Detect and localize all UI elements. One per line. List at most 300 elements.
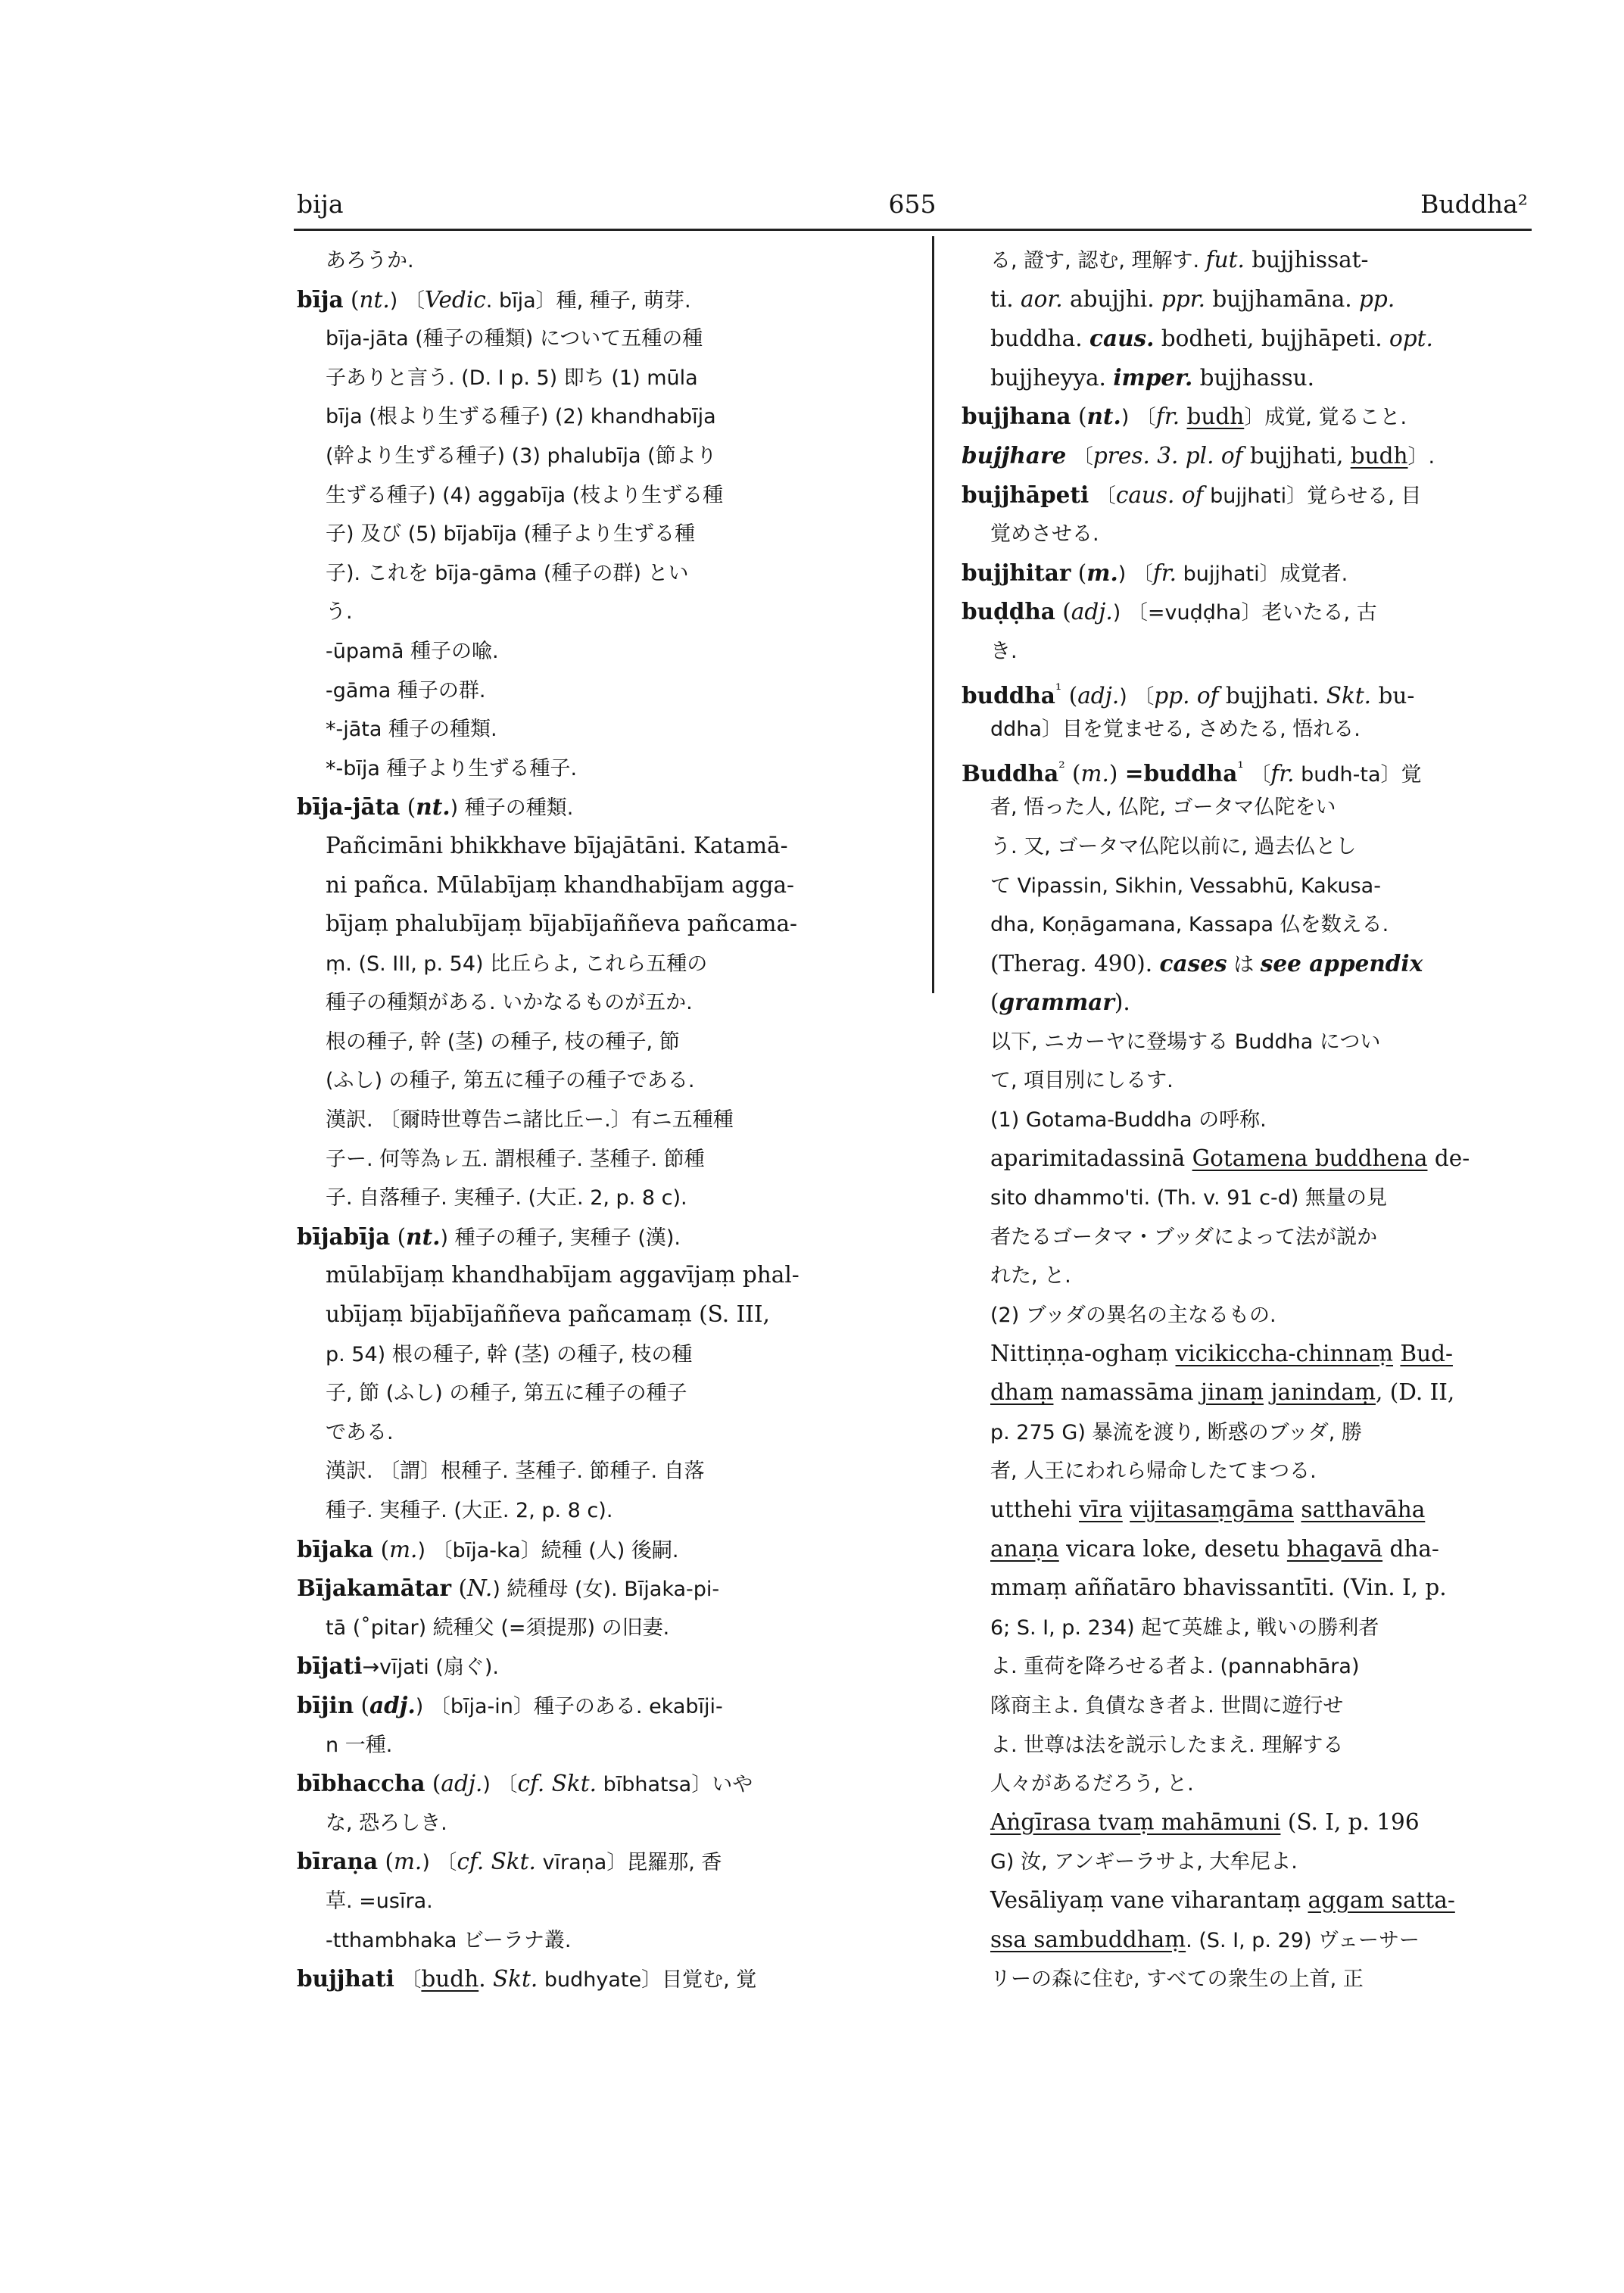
- text-line: [962, 983, 1576, 1022]
- headword: bījabīja: [297, 1223, 391, 1250]
- text-run: pp.: [1359, 285, 1395, 312]
- text-run: ).: [1114, 989, 1130, 1016]
- entry-line: [962, 475, 1576, 515]
- text-run: (S. I, p. 196: [1280, 1809, 1420, 1835]
- text-line: [297, 592, 906, 631]
- text-run: aparimitadassinā: [990, 1145, 1192, 1171]
- text-run: ) 〔: [1117, 562, 1153, 586]
- text-line: [297, 983, 906, 1022]
- text-line: [962, 1881, 1576, 1921]
- text-line: [962, 1764, 1576, 1803]
- text-run: 覚めさせる.: [990, 522, 1099, 547]
- text-run: (: [390, 1223, 407, 1250]
- text-run: G) 汝, アンギーラサよ, 大牟尼よ.: [990, 1850, 1298, 1874]
- text-run: ¹: [1055, 680, 1062, 699]
- text-line: [962, 1373, 1576, 1413]
- text-run: buddha.: [990, 326, 1089, 352]
- text-line: [297, 631, 906, 671]
- text-line: [962, 1803, 1576, 1843]
- text-run: は: [1227, 952, 1261, 977]
- headword: Buddha: [962, 759, 1059, 787]
- entry-line: [962, 436, 1576, 475]
- text-run: Vedic: [424, 286, 486, 313]
- text-run: p. 275 G) 暴流を渡り, 断惑のブッダ, 勝: [990, 1420, 1362, 1444]
- text-run: (: [1055, 599, 1071, 625]
- text-line: [962, 1842, 1576, 1881]
- headword: bījin: [297, 1691, 354, 1718]
- text-run: . (S. I, p. 29) ヴェーサー: [1186, 1928, 1420, 1952]
- text-run: ): [1108, 760, 1125, 787]
- text-run: よ. 世尊は法を説示したまえ. 理解する: [990, 1733, 1344, 1757]
- text-run: budh: [421, 1966, 479, 1992]
- text-run: 〔: [1243, 762, 1271, 787]
- text-run: (2) ブッダの異名の主なるもの.: [990, 1304, 1276, 1328]
- text-run: (: [1064, 760, 1081, 787]
- text-run: bujjhati〕成覚者.: [1177, 562, 1348, 586]
- text-run: 6; S. I, p. 234) 起て英雄よ, 戦いの勝利者: [990, 1615, 1379, 1640]
- text-run: vicara loke, desetu: [1058, 1535, 1287, 1562]
- entry-line: [297, 1764, 906, 1803]
- text-line: [297, 709, 906, 749]
- text-run: き.: [990, 639, 1018, 663]
- text-run: (: [990, 989, 999, 1016]
- text-run: 子ー. 何等為ㇾ五. 謂根種子. 茎種子. 節種: [326, 1147, 705, 1171]
- text-run: Nittiṇṇa-oghaṃ: [990, 1340, 1176, 1366]
- text-run: adj.: [441, 1771, 483, 1797]
- text-run: bujjhati,: [1242, 442, 1351, 469]
- text-run: ṃ. (S. III, p. 54) 比丘らよ, これら五種の: [326, 952, 708, 976]
- text-line: [297, 749, 906, 788]
- text-run: 漢訳. 〔謂〕根種子. 茎種子. 節種子. 自落: [326, 1460, 705, 1484]
- text-run: m.: [389, 1536, 418, 1562]
- text-run: ) 〔: [422, 1851, 457, 1875]
- text-run: bujjhati〕覚らせる, 目: [1203, 484, 1422, 508]
- text-run: て Vipassin, Sikhin, Vessabhū, Kakusa-: [990, 874, 1381, 898]
- text-run: ¹: [1237, 758, 1244, 777]
- text-run: *-jāta 種子の種類.: [326, 718, 497, 742]
- text-run: n 一種.: [326, 1733, 393, 1757]
- text-run: (ふし) の種子, 第五に種子の種子である.: [326, 1069, 695, 1093]
- text-run: pp. of: [1154, 682, 1219, 709]
- entry-line: [297, 1530, 906, 1569]
- text-run: . bīja〕種, 種子, 萌芽.: [485, 288, 691, 313]
- text-run: (: [451, 1575, 467, 1602]
- headword: bujjhāpeti: [962, 481, 1089, 508]
- text-line: [297, 1881, 906, 1921]
- text-run: あろうか.: [326, 249, 414, 273]
- text-run: 〔: [1066, 444, 1093, 469]
- text-line: [962, 905, 1576, 944]
- text-run: ppr.: [1161, 285, 1205, 312]
- text-run: adj.: [1071, 599, 1113, 625]
- text-run: namassāma: [1053, 1379, 1201, 1406]
- headword: bujjhana: [962, 403, 1071, 430]
- text-run: mūlabījaṃ khandhabījam aggavījaṃ phal-: [326, 1262, 800, 1288]
- text-line: [962, 280, 1576, 319]
- entry-line: [297, 1647, 906, 1686]
- text-run: opt.: [1389, 326, 1433, 352]
- text-line: [297, 944, 906, 983]
- text-line: [297, 1022, 906, 1061]
- text-line: [962, 1491, 1576, 1530]
- headword: Bījakamātar: [297, 1575, 452, 1602]
- right-guide-word: Buddha²: [1420, 189, 1528, 219]
- text-run: (: [343, 286, 360, 313]
- text-run: [1393, 1341, 1400, 1366]
- text-run: janindaṃ: [1270, 1379, 1376, 1406]
- text-line: [297, 1921, 906, 1960]
- text-line: [962, 1217, 1576, 1257]
- text-run: bīja (根より生ずる種子) (2) khandhabīja: [326, 405, 716, 429]
- text-run: う. 又, ゴータマ仏陀以前に, 過去仏とし: [990, 834, 1357, 858]
- text-line: [297, 1256, 906, 1295]
- text-run: る, 證す, 認む, 理解す.: [990, 249, 1206, 273]
- text-line: [962, 1061, 1576, 1100]
- text-run: ) 続種母 (女). Bījaka-pi-: [492, 1578, 720, 1602]
- text-line: [962, 1647, 1576, 1686]
- text-run: (: [400, 794, 416, 821]
- text-run: (1) Gotama-Buddha の呼称.: [990, 1108, 1267, 1132]
- text-line: [962, 1022, 1576, 1061]
- text-run: 者たるゴータマ・ブッダによって法が説か: [990, 1225, 1378, 1249]
- text-line: [297, 514, 906, 553]
- text-run: [1123, 1497, 1130, 1522]
- text-line: [962, 1921, 1576, 1960]
- text-run: 者, 人王にわれら帰命したてまつる.: [990, 1460, 1317, 1484]
- text-run: (: [378, 1849, 394, 1875]
- text-line: [962, 241, 1576, 280]
- text-run: リーの森に住む, すべての衆生の上首, 正: [990, 1967, 1364, 1992]
- text-line: [297, 671, 906, 710]
- entry-line: [297, 1569, 906, 1608]
- text-run: 以下, ニカーヤに登場する Buddha につい: [990, 1030, 1381, 1054]
- text-run: pres. 3. pl. of: [1093, 442, 1243, 469]
- text-line: [297, 397, 906, 436]
- text-line: [297, 319, 906, 358]
- entry-line: [962, 671, 1576, 710]
- text-run: 子) 及び (5) bījabīja (種子より生ずる種: [326, 522, 696, 547]
- text-run: nt.: [359, 286, 390, 313]
- text-run: dha, Koṇāgamana, Kassapa 仏を数える.: [990, 913, 1389, 937]
- text-line: [297, 358, 906, 397]
- text-run: Pañcimāni bhikkhave bījajātāni. Katamā-: [326, 832, 788, 858]
- text-run: dha-: [1382, 1535, 1439, 1562]
- text-line: [962, 1725, 1576, 1765]
- text-run: =buddha: [1124, 759, 1238, 787]
- text-line: [297, 1725, 906, 1765]
- text-line: [297, 866, 906, 905]
- text-line: [297, 1061, 906, 1100]
- text-run: caus. of: [1115, 481, 1204, 508]
- text-run: 隊商主よ. 負債なき者よ. 世間に遊行せ: [990, 1693, 1344, 1718]
- headword: buddha: [962, 681, 1055, 709]
- text-run: [1180, 403, 1186, 429]
- text-run: bījaṃ phalubījaṃ bījabījaññeva pañcama-: [326, 911, 798, 937]
- text-run: , (D. II,: [1375, 1379, 1455, 1406]
- text-run: ubījaṃ bījabījaññeva pañcamaṃ (S. III,: [326, 1301, 770, 1328]
- text-run: (: [1071, 403, 1087, 430]
- text-run: 子). これを bīja-gāma (種子の群) とい: [326, 561, 689, 585]
- text-run: (: [373, 1536, 390, 1562]
- text-run: れた, と.: [990, 1264, 1071, 1288]
- text-line: [962, 514, 1576, 553]
- text-run: Bud-: [1400, 1340, 1453, 1366]
- text-run: Skt.: [492, 1966, 538, 1992]
- text-run: (Therag. 490).: [990, 950, 1160, 977]
- headword: bījaka: [297, 1535, 374, 1562]
- right-column: [962, 241, 1576, 1999]
- entry-line: [297, 1217, 906, 1257]
- text-run: grammar: [999, 989, 1114, 1016]
- text-run: nt.: [406, 1223, 441, 1250]
- text-run: bujjhare: [962, 441, 1067, 469]
- text-run: vīra: [1078, 1497, 1123, 1522]
- text-run: 子. 自落種子. 実種子. (大正. 2, p. 8 c).: [326, 1186, 687, 1210]
- text-run: bujjheyya.: [990, 364, 1114, 391]
- text-run: budh-ta〕覚: [1294, 762, 1422, 787]
- left-column: [297, 241, 906, 1999]
- text-run: budhyate〕目覚む, 覚: [538, 1968, 757, 1992]
- text-run: (幹より生ずる種子) (3) phalubīja (節より: [326, 444, 717, 468]
- text-run: bujjhissat-: [1244, 247, 1369, 273]
- text-run: (: [1071, 559, 1087, 586]
- text-run: jinaṃ: [1200, 1379, 1264, 1406]
- text-line: [962, 319, 1576, 358]
- text-run: Skt.: [1326, 682, 1372, 709]
- text-line: [962, 1256, 1576, 1295]
- text-line: [297, 1139, 906, 1179]
- left-guide-word: bija: [297, 189, 344, 219]
- text-line: [962, 944, 1576, 983]
- text-run: ) 〔bīja-ka〕続種 (人) 後嗣.: [417, 1538, 679, 1562]
- text-run: [1264, 1379, 1270, 1405]
- text-line: [962, 1139, 1576, 1179]
- text-run: cf. Skt.: [517, 1771, 597, 1797]
- text-run: 子, 節 (ふし) の種子, 第五に種子の種子: [326, 1382, 687, 1406]
- text-run: bujjhati.: [1218, 682, 1326, 709]
- text-run: bujjhamāna.: [1205, 285, 1360, 312]
- text-run: vicikiccha-chinnaṃ: [1175, 1340, 1394, 1366]
- text-line: [962, 1530, 1576, 1569]
- text-line: [297, 1608, 906, 1647]
- text-run: 〕成覚, 覚ること.: [1244, 406, 1407, 430]
- text-run: m.: [393, 1849, 422, 1875]
- text-line: [297, 475, 906, 515]
- text-run: -ūpamā 種子の喩.: [326, 639, 499, 663]
- text-run: bu-: [1371, 682, 1415, 709]
- text-run: ) 〔: [1119, 684, 1155, 709]
- entry-line: [297, 1686, 906, 1725]
- text-line: [297, 436, 906, 475]
- text-run: mmaṃ aññatāro bhavissantīti. (Vin. I, p.: [990, 1575, 1447, 1601]
- text-run: nt.: [416, 793, 450, 821]
- headword: bīja: [297, 285, 344, 313]
- text-run: bībhatsa〕いや: [597, 1773, 753, 1797]
- text-run: ) 種子の種類.: [450, 796, 574, 821]
- text-run: (: [425, 1771, 441, 1797]
- text-run: よ. 重荷を降ろせる者よ. (pannabhāra): [990, 1655, 1360, 1679]
- header-rule: [294, 229, 1532, 231]
- text-run: Vesāliyaṃ vane viharantaṃ: [990, 1886, 1308, 1913]
- text-run: bodheti, bujjhāpeti.: [1154, 326, 1389, 352]
- entry-line: [962, 397, 1576, 436]
- text-run: 〔: [1089, 484, 1116, 508]
- text-run: 根の種子, 幹 (茎) の種子, 枝の種子, 節: [326, 1030, 680, 1054]
- text-run: see appendix: [1260, 949, 1423, 977]
- column-divider: [932, 236, 934, 993]
- text-line: [962, 1413, 1576, 1452]
- text-run: ) 〔bīja-in〕種子のある. ekabīji-: [415, 1694, 723, 1718]
- text-run: m.: [1080, 760, 1109, 787]
- text-line: [297, 1413, 906, 1452]
- text-run: ) 〔=vuḍḍha〕老いたる, 古: [1112, 601, 1377, 625]
- text-line: [297, 1100, 906, 1139]
- text-line: [297, 1451, 906, 1491]
- text-run: Gotamena buddhena: [1192, 1145, 1428, 1171]
- text-line: [962, 1451, 1576, 1491]
- page-number: 655: [888, 189, 937, 219]
- text-run: Aṅgīrasa tvaṃ mahāmuni: [990, 1809, 1281, 1835]
- text-line: [297, 1178, 906, 1217]
- text-line: [297, 1335, 906, 1374]
- headword: bībhaccha: [297, 1770, 425, 1797]
- headword: bīja-jāta: [297, 793, 401, 821]
- text-run: (: [1061, 682, 1078, 709]
- text-line: [297, 1803, 906, 1843]
- running-header: [297, 185, 1528, 224]
- text-run: anaṇa: [990, 1535, 1059, 1562]
- text-run: dhaṃ: [990, 1379, 1054, 1406]
- text-line: [297, 905, 906, 944]
- entry-line: [962, 553, 1576, 593]
- text-run: ssa sambuddhaṃ: [990, 1926, 1186, 1952]
- text-run: vīraṇa〕毘羅那, 香: [535, 1851, 722, 1875]
- text-run: 子ありと言う. (D. I p. 5) 即ち (1) mūla: [326, 366, 698, 390]
- text-run: ti.: [990, 285, 1021, 312]
- text-line: [962, 1608, 1576, 1647]
- text-run: satthavāha: [1301, 1497, 1426, 1522]
- text-run: 生ずる種子) (4) aggabīja (枝より生ずる種: [326, 483, 724, 507]
- headword: bujjhati: [297, 1965, 394, 1992]
- text-run: fr.: [1155, 403, 1180, 430]
- text-run: →vījati (扇ぐ).: [362, 1656, 499, 1680]
- text-line: [962, 1100, 1576, 1139]
- entry-line: [297, 787, 906, 827]
- text-run: .: [478, 1966, 493, 1992]
- headword: bujjhitar: [962, 559, 1071, 586]
- entry-line: [297, 1959, 906, 1999]
- text-line: [962, 1686, 1576, 1725]
- text-run: fr.: [1152, 559, 1177, 586]
- text-run: m.: [1086, 559, 1118, 586]
- text-run: bujjhassu.: [1192, 364, 1315, 391]
- text-run: cases: [1159, 949, 1227, 977]
- text-run: tā (˚pitar) 続種父 (=須提那) の旧妻.: [326, 1615, 670, 1640]
- text-run: adj.: [369, 1691, 416, 1718]
- text-line: [297, 1373, 906, 1413]
- entry-line: [962, 749, 1576, 788]
- text-run: aggam satta-: [1308, 1886, 1455, 1913]
- text-run: N.: [467, 1575, 493, 1602]
- text-run: な, 恐ろしき.: [326, 1811, 447, 1835]
- text-run: *-bīja 種子より生ずる種子.: [326, 756, 578, 780]
- entry-line: [962, 592, 1576, 631]
- entry-line: [297, 280, 906, 319]
- text-line: [297, 1295, 906, 1335]
- text-run: abujjhi.: [1062, 285, 1161, 312]
- text-run: ²: [1058, 758, 1065, 777]
- text-run: ) 種子の種子, 実種子 (漢).: [440, 1226, 681, 1250]
- text-line: [962, 631, 1576, 671]
- text-line: [962, 358, 1576, 397]
- text-run: vijitasaṃgāma: [1130, 1497, 1295, 1522]
- text-run: utthehi: [990, 1497, 1079, 1522]
- text-run: aor.: [1021, 285, 1063, 312]
- text-run: de-: [1427, 1145, 1470, 1171]
- headword: buḍḍha: [962, 598, 1055, 625]
- text-run: cf. Skt.: [457, 1849, 536, 1875]
- text-run: nt.: [1086, 403, 1121, 430]
- text-run: ddha〕目を覚ませる, さめたる, 悟れる.: [990, 718, 1361, 742]
- text-run: ) 〔: [1121, 406, 1156, 430]
- entry-line: [297, 1842, 906, 1881]
- text-run: [1294, 1497, 1301, 1522]
- text-line: [297, 1491, 906, 1530]
- text-line: [962, 787, 1576, 827]
- text-line: [297, 553, 906, 593]
- text-run: fr.: [1270, 760, 1295, 787]
- text-run: sito dhammo'ti. (Th. v. 91 c-d) 無量の見: [990, 1186, 1387, 1210]
- text-line: [962, 866, 1576, 905]
- text-line: [297, 827, 906, 866]
- text-line: [962, 709, 1576, 749]
- text-run: -tthambhaka ビーラナ叢.: [326, 1928, 572, 1952]
- headword: bījati: [297, 1653, 363, 1680]
- text-run: う.: [326, 600, 353, 625]
- text-run: budh: [1350, 442, 1408, 469]
- text-line: [962, 827, 1576, 866]
- text-run: ) 〔: [389, 288, 425, 313]
- text-run: caus.: [1089, 325, 1155, 352]
- text-run: 漢訳. 〔爾時世尊告ニ諸比丘ー.〕有ニ五種種: [326, 1108, 734, 1132]
- text-run: imper.: [1113, 363, 1193, 391]
- text-run: ) 〔: [482, 1773, 518, 1797]
- text-run: 〕.: [1407, 444, 1435, 469]
- text-line: [962, 1959, 1576, 1999]
- text-line: [962, 1569, 1576, 1608]
- text-run: 草. =usīra.: [326, 1889, 433, 1913]
- text-run: 人々があるだろう, と.: [990, 1772, 1194, 1796]
- text-run: bīja-jāta (種子の種類) について五種の種: [326, 327, 703, 351]
- text-run: p. 54) 根の種子, 幹 (茎) の種子, 枝の種: [326, 1342, 693, 1366]
- text-run: budh: [1186, 403, 1245, 430]
- text-run: bhagavā: [1286, 1535, 1383, 1562]
- headword: bīraṇa: [297, 1848, 379, 1875]
- text-line: [962, 1295, 1576, 1335]
- text-run: 〔: [394, 1968, 422, 1992]
- text-run: -gāma 種子の群.: [326, 678, 486, 703]
- text-run: 者, 悟った人, 仏陀, ゴータマ仏陀をい: [990, 796, 1336, 820]
- text-line: [962, 1178, 1576, 1217]
- text-run: 種子. 実種子. (大正. 2, p. 8 c).: [326, 1499, 613, 1522]
- text-run: fut.: [1205, 247, 1245, 273]
- text-run: (: [354, 1692, 370, 1718]
- text-line: [962, 1335, 1576, 1374]
- text-run: ni pañca. Mūlabījaṃ khandhabījam agga-: [326, 871, 795, 898]
- text-run: て, 項目別にしるす.: [990, 1069, 1174, 1093]
- text-line: [297, 241, 906, 280]
- text-run: adj.: [1077, 682, 1120, 709]
